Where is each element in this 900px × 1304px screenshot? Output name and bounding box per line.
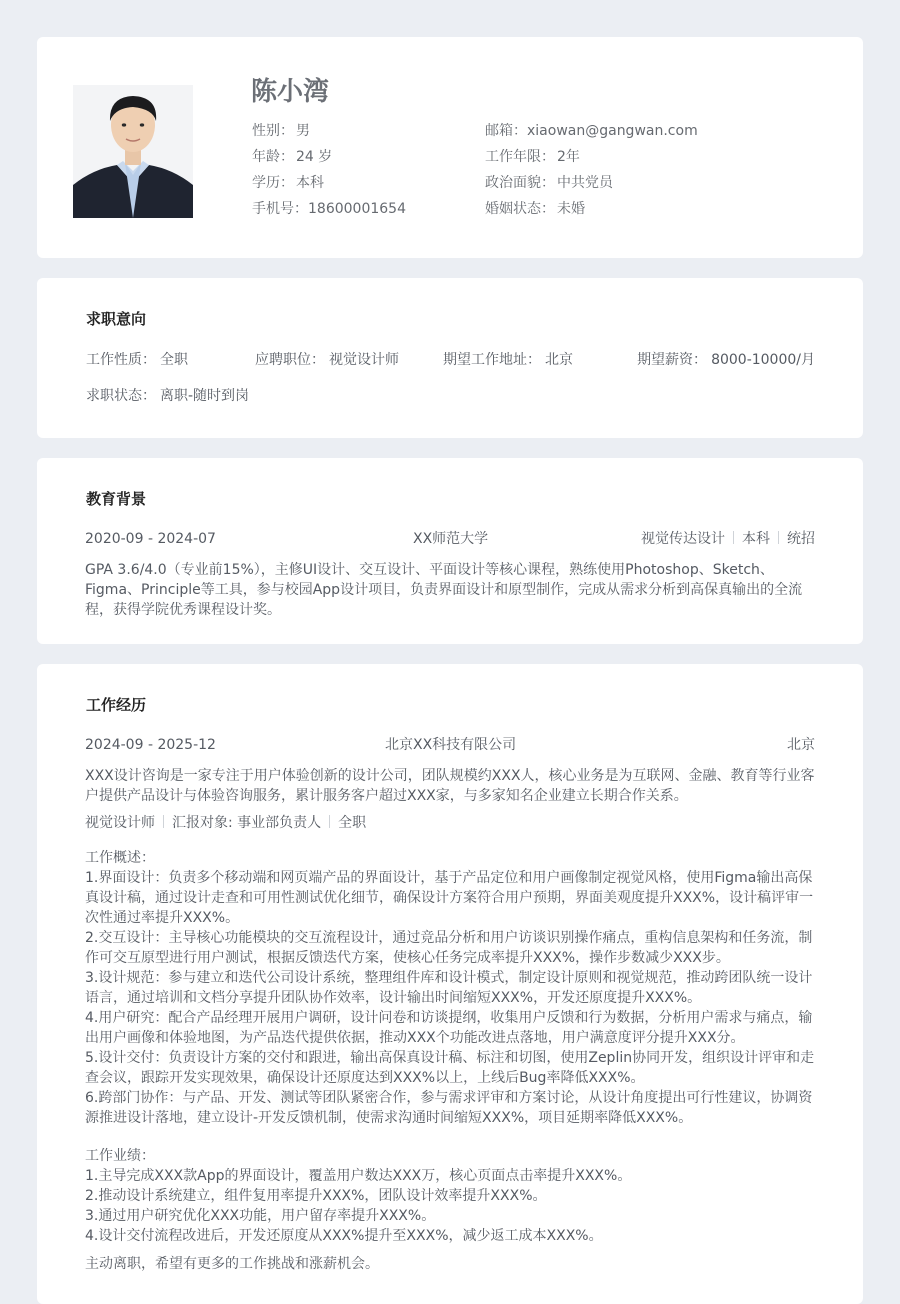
edu-period: 2020-09 - 2024-07 bbox=[85, 531, 216, 547]
info-gender: 性别： 男 bbox=[252, 123, 310, 139]
edu-tag-enrollment: 统招 bbox=[787, 531, 815, 547]
avatar-photo bbox=[73, 85, 193, 218]
overview-title: 工作概述： bbox=[85, 850, 155, 866]
job-intention-card bbox=[37, 278, 863, 438]
divider bbox=[329, 815, 330, 828]
info-phone: 手机号：18600001654 bbox=[252, 201, 406, 217]
person-photo-illustration bbox=[73, 85, 193, 218]
work-tag-role: 视觉设计师 bbox=[85, 815, 155, 831]
intent-status: 求职状态： 离职-随时到岗 bbox=[86, 388, 250, 404]
education-card bbox=[37, 458, 863, 644]
info-email: 邮箱：xiaowan@gangwan.com bbox=[485, 123, 698, 139]
intent-salary: 期望薪资： 8000-10000/月 bbox=[637, 352, 815, 368]
info-work-years: 工作年限： 2年 bbox=[485, 149, 580, 165]
intent-position: 应聘职位： 视觉设计师 bbox=[255, 352, 399, 368]
edu-school: XX师范大学 bbox=[413, 531, 489, 547]
section-title: 工作经历 bbox=[86, 696, 147, 714]
work-tag-type: 全职 bbox=[338, 815, 367, 831]
leave-reason: 主动离职，希望有更多的工作挑战和涨薪机会。 bbox=[85, 1256, 379, 1272]
work-company: 北京XX科技有限公司 bbox=[385, 737, 517, 753]
info-education: 学历： 本科 bbox=[252, 175, 324, 191]
divider bbox=[778, 531, 779, 544]
achievements-title: 工作业绩： bbox=[85, 1148, 155, 1164]
profile-card bbox=[37, 37, 863, 258]
work-overview: 工作概述： 1.界面设计：负责多个移动端和网页端产品的界面设计，基于产品定位和用户画像制定视觉风格，使用Figma输出高保 真设计稿，通过设计走查和可用性测试优化细节，确保设计方案符合用户预期，界面美观度提升XXX%，设计稿评审一 次性通过率提升XXX%。 2.交互设计：主导核心功能模块的交互流程设计，通过竞品分析和用户访谈识别操作痛点，重构信息架构和任务流，制 作可交互原型进行用户测试，根据反馈迭代方案，使核心任务完成率提升XXX%，操作步数减少XXX步。 3.设计规范：参与建立和迭代公司设计系统，整理组件库和设计模式，制定设计原则和视觉规范，推动跨团队统一设计 语言，通过培训和文档分享提升团队协作效率，设计输出时间缩短XXX%，开发还原度提升XXX%。 4.用户研究：配合产品经理开展用户调研，设计问卷和访谈提纲，收集用户反馈和行为数据，分析用户需求与痛点，输 出用户画像和体验地图，为产品迭代提供依据，推动XXX个功能改进点落地，用户满意度评分提升XXX分。 5.设计交付：负责设计方案的交付和跟进，输出高保真设计稿、标注和切图，使用Zeplin协同开发，组织设计评审和走 查会议，跟踪开发实现效果，确保设计还原度达到XXX%以上，上线后Bug率降低XXX%。 6.跨部门协作：与产品、开发、测试等团队紧密合作，参与需求评审和方案讨论，从设计角度提出可行性建议，协调资 源推进设计落地，建立设计-开发反馈机制，使需求沟通时间缩短XXX%，项目延期率降低XXX%。 bbox=[85, 850, 815, 1126]
info-political-status: 政治面貌： 中共党员 bbox=[485, 175, 613, 191]
intent-location: 期望工作地址： 北京 bbox=[443, 352, 573, 368]
work-experience-card bbox=[37, 664, 863, 1304]
company-intro: XXX设计咨询是一家专注于用户体验创新的设计公司，团队规模约XXX人，核心业务是为互联网、金融、教育等行业客 户提供产品设计与体验咨询服务，累计服务客户超过XXX家，与多家知名企业建立长期合作关系。 bbox=[85, 768, 815, 804]
divider bbox=[733, 531, 734, 544]
section-title: 求职意向 bbox=[86, 310, 147, 328]
section-title: 教育背景 bbox=[86, 490, 147, 508]
info-age: 年龄： 24 岁 bbox=[252, 149, 333, 165]
work-achievements: 工作业绩： 1.主导完成XXX款App的界面设计，覆盖用户数达XXX万，核心页面点击率提升XXX%。 2.推动设计系统建立，组件复用率提升XXX%，团队设计效率提升XXX%。 3.通过用户研究优化XXX功能，用户留存率提升XXX%。 4.设计交付流程改进后，开发还原度从XXX%提升至XXX%，减少返工成本XXX%。 bbox=[85, 1146, 815, 1246]
edu-description: GPA 3.6/4.0（专业前15%），主修UI设计、交互设计、平面设计等核心课程，熟练使用Photoshop、Sketch、 Figma、Principle等工具，参与校园App设计项目，负责界面设计和原型制作，完成从需求分析到高保真输出的全流 程，获得学院优秀课程设计奖。 bbox=[85, 562, 803, 618]
edu-tags bbox=[641, 529, 815, 549]
candidate-name: 陈小湾 bbox=[251, 77, 330, 107]
intent-job-type: 工作性质： 全职 bbox=[86, 352, 188, 368]
edu-tag-degree: 本科 bbox=[742, 531, 770, 547]
work-tags bbox=[85, 813, 366, 833]
work-tag-report-to: 汇报对象: 事业部负责人 bbox=[172, 815, 322, 831]
work-city: 北京 bbox=[787, 737, 815, 753]
work-period: 2024-09 - 2025-12 bbox=[85, 737, 216, 753]
divider bbox=[163, 815, 164, 828]
edu-tag-major: 视觉传达设计 bbox=[641, 531, 725, 547]
info-marital-status: 婚姻状态： 未婚 bbox=[485, 201, 585, 217]
